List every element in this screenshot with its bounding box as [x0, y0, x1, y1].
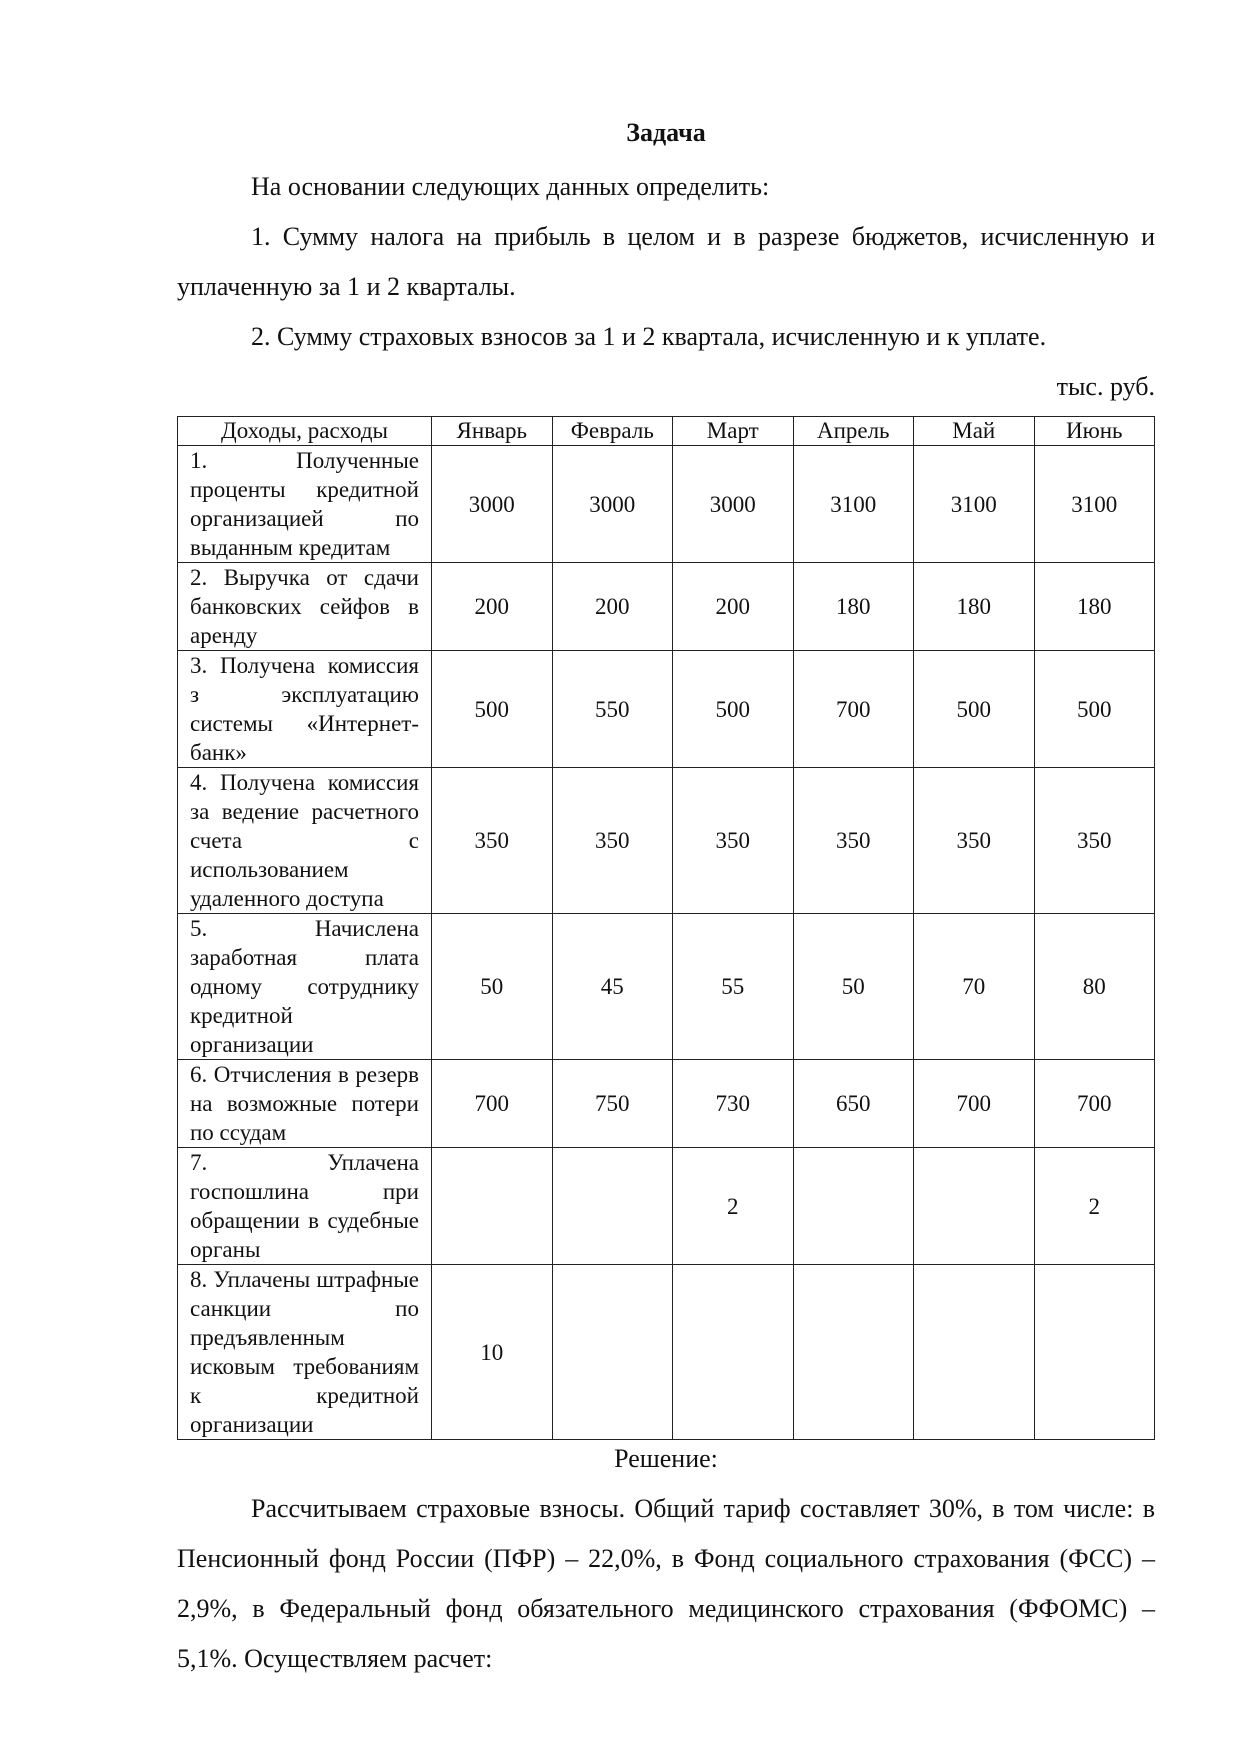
value-cell: 50: [432, 914, 553, 1060]
value-cell: 3100: [914, 446, 1035, 563]
value-cell: 350: [914, 768, 1035, 914]
value-cell: 750: [552, 1060, 673, 1148]
value-cell: 80: [1034, 914, 1155, 1060]
value-cell: [552, 1265, 673, 1440]
value-cell: [914, 1148, 1035, 1265]
task-title: Задача: [626, 118, 706, 147]
header-cell: Июнь: [1034, 417, 1155, 446]
value-cell: 350: [673, 768, 794, 914]
value-cell: 3100: [793, 446, 914, 563]
header-cell: Доходы, расходы: [178, 417, 432, 446]
value-cell: 650: [793, 1060, 914, 1148]
header-cell: Февраль: [552, 417, 673, 446]
value-cell: 180: [914, 563, 1035, 651]
value-cell: [914, 1265, 1035, 1440]
value-cell: 180: [1034, 563, 1155, 651]
table-row: [178, 563, 1155, 651]
row-label-cell: 7. Уплачена госпошлина при обращении в судебные органы: [178, 1148, 432, 1265]
value-cell: 350: [552, 768, 673, 914]
value-cell: 3000: [432, 446, 553, 563]
value-cell: 500: [432, 651, 553, 768]
table-header-row: [178, 417, 1155, 446]
table-row: [178, 1148, 1155, 1265]
solution-heading: Решение:: [614, 1444, 718, 1473]
row-label-cell: 2. Выручка от сдачи банковских сейфов в аренду: [178, 563, 432, 651]
value-cell: 200: [552, 563, 673, 651]
solution-paragraph: Рассчитываем страховые взносы. Общий тариф составляет 30%, в том числе: в Пенсионный фонд России (ПФР) – 22,0%, в Фонд социального страхования (ФСС) – 2,9%, в Федеральный фонд обязательного медицинского страхования (ФФОМС) – 5,1%. Осуществляем расчет:: [177, 1494, 1155, 1673]
unit-label: тыс. руб.: [1056, 372, 1155, 401]
table-row: [178, 446, 1155, 563]
table-row: [178, 1265, 1155, 1440]
value-cell: 180: [793, 563, 914, 651]
document-page: [177, 118, 1155, 1684]
value-cell: 700: [432, 1060, 553, 1148]
table-row: [178, 651, 1155, 768]
value-cell: 350: [1034, 768, 1155, 914]
value-cell: 2: [1034, 1148, 1155, 1265]
task-item-1: 1. Сумму налога на прибыль в целом и в разрезе бюджетов, исчисленную и уплаченную за 1 и 2 кварталы.: [177, 222, 1155, 301]
value-cell: [673, 1265, 794, 1440]
data-table: [177, 416, 1155, 1440]
task-item-2: 2. Сумму страховых взносов за 1 и 2 квартала, исчисленную и к уплате.: [251, 322, 1047, 351]
row-label-cell: 1. Полученные проценты кредитной организацией по выданным кредитам: [178, 446, 432, 563]
value-cell: 3000: [673, 446, 794, 563]
row-label-cell: 8. Уплачены штрафные санкции по предъявленным исковым требованиям к кредитной организации: [178, 1265, 432, 1440]
value-cell: 3100: [1034, 446, 1155, 563]
intro-paragraph: На основании следующих данных определить:: [251, 172, 770, 201]
value-cell: 10: [432, 1265, 553, 1440]
value-cell: 730: [673, 1060, 794, 1148]
value-cell: 700: [914, 1060, 1035, 1148]
value-cell: 550: [552, 651, 673, 768]
value-cell: 55: [673, 914, 794, 1060]
value-cell: 200: [432, 563, 553, 651]
value-cell: 700: [793, 651, 914, 768]
value-cell: 350: [793, 768, 914, 914]
value-cell: 500: [1034, 651, 1155, 768]
row-label-cell: 3. Получена комиссия з эксплуатацию системы «Интернет-банк»: [178, 651, 432, 768]
header-cell: Май: [914, 417, 1035, 446]
value-cell: 45: [552, 914, 673, 1060]
row-label-cell: 4. Получена комиссия за ведение расчетного счета с использованием удаленного доступа: [178, 768, 432, 914]
value-cell: 700: [1034, 1060, 1155, 1148]
table-row: [178, 914, 1155, 1060]
row-label-cell: 5. Начислена заработная плата одному сотруднику кредитной организации: [178, 914, 432, 1060]
table-body: [178, 446, 1155, 1440]
value-cell: 70: [914, 914, 1035, 1060]
table-row: [178, 768, 1155, 914]
value-cell: 200: [673, 563, 794, 651]
header-cell: Апрель: [793, 417, 914, 446]
value-cell: 350: [432, 768, 553, 914]
value-cell: 3000: [552, 446, 673, 563]
value-cell: 2: [673, 1148, 794, 1265]
value-cell: [552, 1148, 673, 1265]
value-cell: 500: [914, 651, 1035, 768]
value-cell: [793, 1265, 914, 1440]
value-cell: [1034, 1265, 1155, 1440]
header-cell: Январь: [432, 417, 553, 446]
value-cell: 500: [673, 651, 794, 768]
value-cell: [432, 1148, 553, 1265]
header-cell: Март: [673, 417, 794, 446]
value-cell: 50: [793, 914, 914, 1060]
value-cell: [793, 1148, 914, 1265]
row-label-cell: 6. Отчисления в резерв на возможные потери по ссудам: [178, 1060, 432, 1148]
table-row: [178, 1060, 1155, 1148]
